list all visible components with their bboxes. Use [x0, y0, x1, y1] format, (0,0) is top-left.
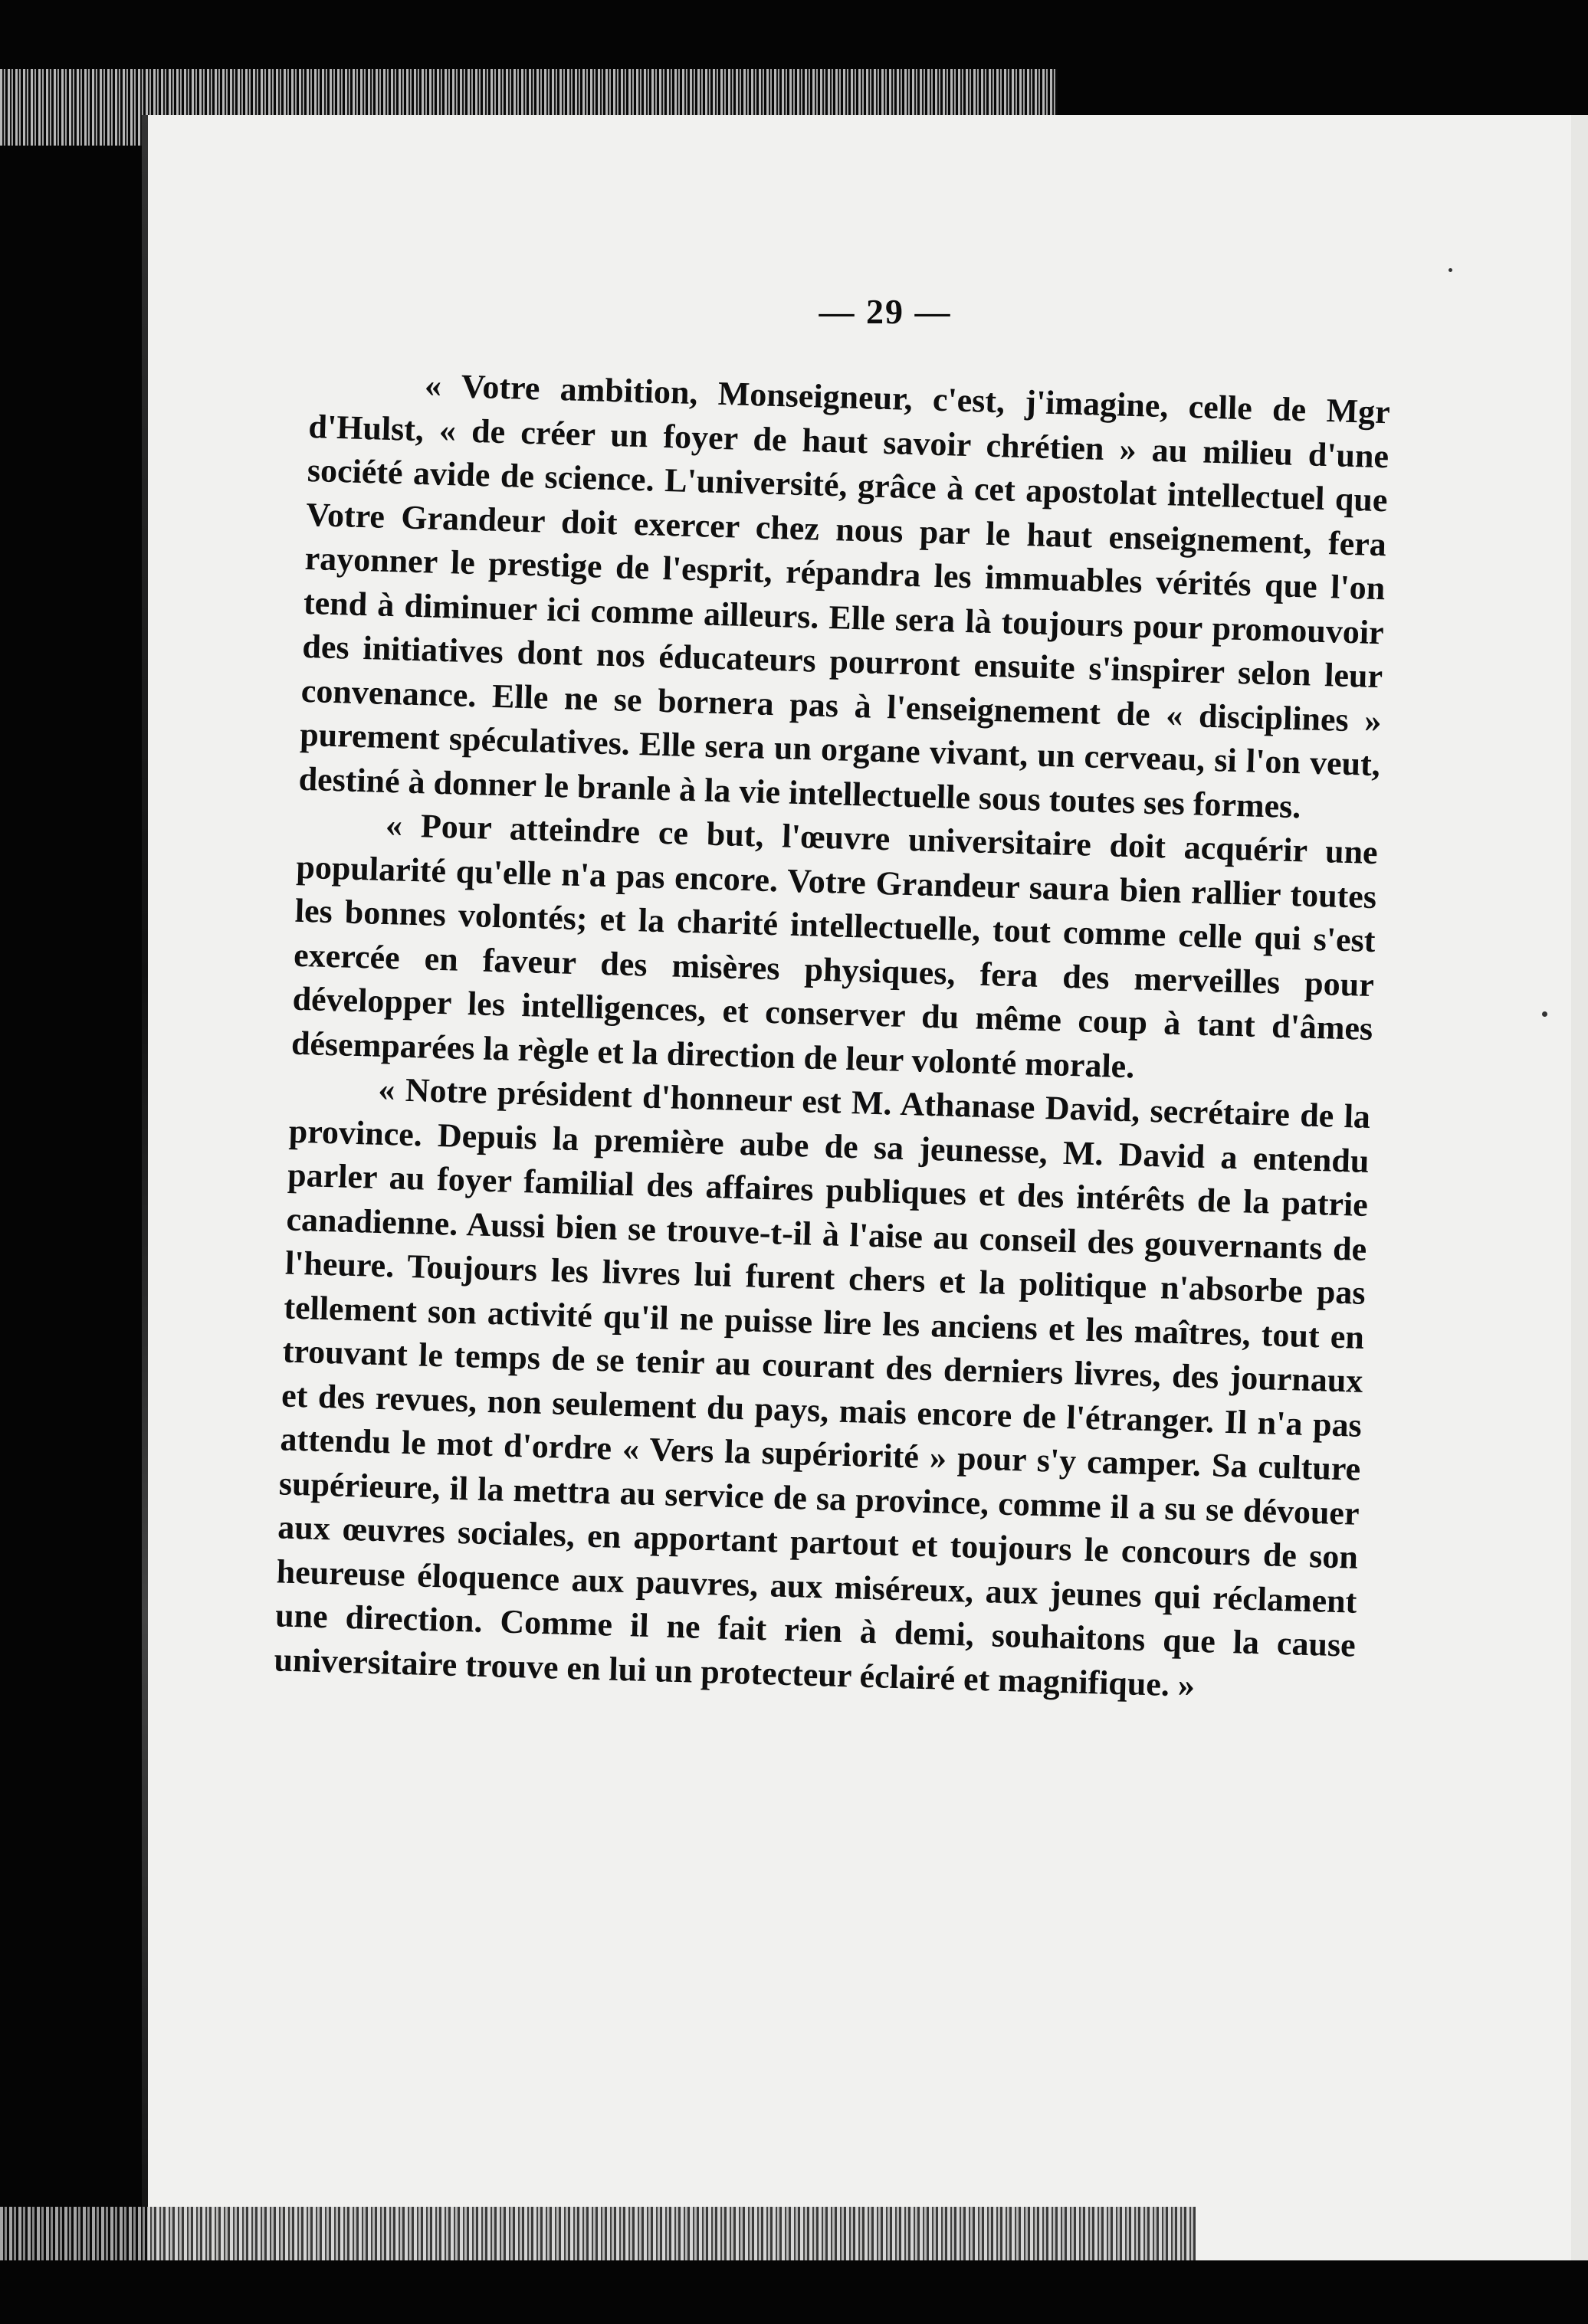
page-number: — 29 — — [819, 292, 952, 331]
page-gutter-edge — [142, 115, 148, 2260]
paragraph: « Notre président d'honneur est M. Athanase David, secrétaire de la province. Depuis la première aube de sa jeunesse, M. David a entendu parler au foyer familial des affaires publiques et des intérêts de la patrie canadienne. Aussi bien se trouve-t-il à l'aise au conseil des gouvernants de l'heure. Toujours les livres lui furent chers et la politique n'absorbe pas tellement son activité qu'il ne puisse lire les anciens et les maîtres, tout en trouvant le temps de se tenir au courant des derniers livres, des journaux et des revues, non seulement du pays, mais encore de l'étranger. Il n'a pas attendu le mot d'ordre « Vers la supériorité » pour s'y camper. Sa culture supérieure, il la mettra au service de sa province, comme il a su se dévouer aux œuvres sociales, en apportant partout et toujours le concours de son heureuse éloquence aux pauvres, aux miséreux, aux jeunes qui réclament une direction. Comme il ne fait rien à demi, souhaitons que la cause universitaire trouve en lui un protecteur éclairé et magnifique. » — [273, 1070, 1371, 1704]
paragraph: « Votre ambition, Monseigneur, c'est, j'imagine, celle de Mgr d'Hulst, « de créer un foyer de haut savoir chrétien » au milieu d'une société avide de science. L'université, grâce à cet apostolat intellectuel que Votre Grandeur doit exercer chez nous par le haut enseignement, fera rayonner le prestige de l'esprit, répandra les immuables vérités que l'on tend à diminuer ici comme ailleurs. Elle sera là toujours pour promouvoir des initiatives dont nos éducateurs pourront ensuite s'inspirer selon leur convenance. Elle ne se bornera pas à l'enseignement de « disciplines » purement spéculatives. Elle sera un organe vivant, un cerveau, si l'on veut, destiné à donner le branle à la vie intellectuelle sous toutes ses formes. — [298, 366, 1391, 825]
page-right-margin — [1571, 115, 1588, 2260]
scan-border-bottom — [0, 2207, 1196, 2260]
paragraph: « Pour atteindre ce but, l'œuvre universitaire doit acquérir une popularité qu'elle n'a pas encore. Votre Grandeur saura bien rallier toutes les bonnes volontés; et la charité intellectuelle, tout comme celle qui s'est exercée en faveur des misères physiques, fera des merveilles pour développer les intelligences, et conserver du même coup à tant d'âmes désemparées la règle et la direction de leur volonté morale. — [290, 805, 1379, 1085]
scan-speck — [1542, 1011, 1547, 1017]
scan-speck — [1449, 268, 1452, 272]
page-body-text — [274, 360, 1391, 1712]
